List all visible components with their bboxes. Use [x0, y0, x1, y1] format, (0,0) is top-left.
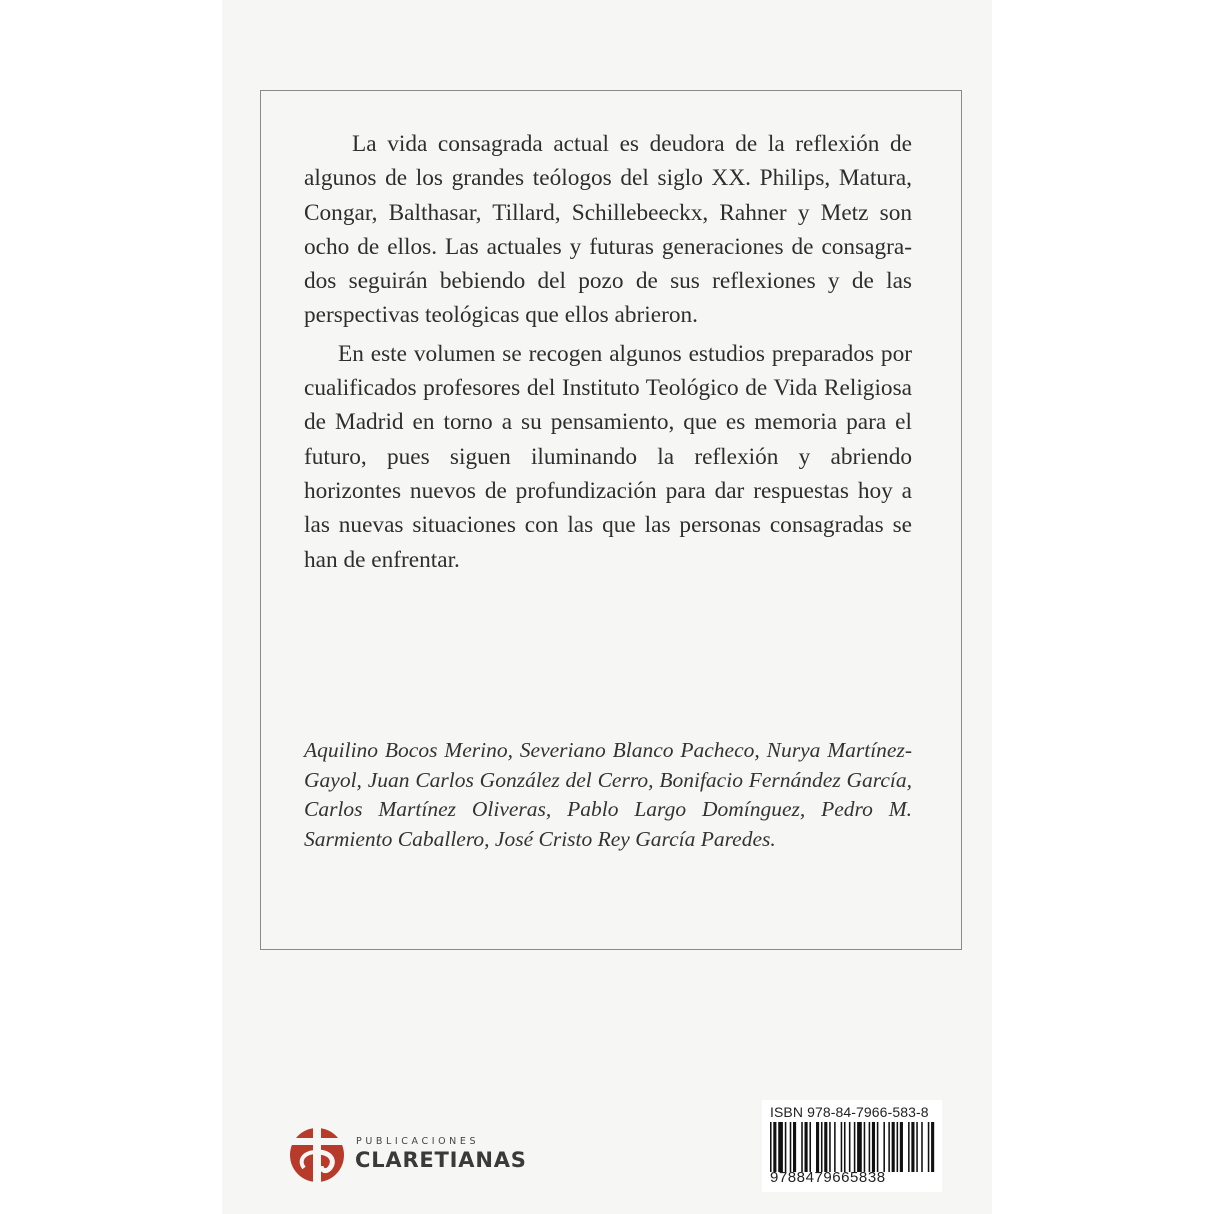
barcode-bar: [908, 1122, 910, 1172]
barcode-bar: [864, 1122, 866, 1172]
barcode-bar: [931, 1122, 934, 1172]
synopsis: [304, 127, 912, 577]
barcode-bar: [892, 1122, 895, 1172]
barcode-bar: [785, 1122, 787, 1172]
barcode-bar: [921, 1122, 923, 1172]
barcode-bar: [849, 1122, 851, 1172]
barcode-bar: [816, 1122, 819, 1172]
barcode-bar: [793, 1122, 796, 1172]
barcode-bar: [770, 1122, 772, 1172]
synopsis-paragraph-1: La vida consagrada actual es deudora de la reflexión de algunos de los grandes teólogos del siglo XX. Philips, Matura, Congar, Balthasar, Tillard, Schillebeeckx, Rahner y Metz son ocho de ellos. Las actuales y futuras generaciones de consagrados seguirán bebiendo del pozo de sus reflexiones y de las perspectivas teológicas que ellos abrieron.: [304, 131, 912, 329]
barcode-bar: [829, 1122, 831, 1172]
barcode-bar: [869, 1122, 871, 1172]
barcode-bar: [834, 1122, 836, 1172]
barcode-bar: [911, 1122, 914, 1172]
synopsis-paragraph-2: En este volumen se recogen algunos estudios preparados por cualificados profesores del Instituto Teológico de Vida Religiosa de Madrid en torno a su pensamiento, que es memoria para el futuro, pues siguen iluminando la reflexión y abriendo horizontes nuevos de profundización para dar respuestas hoy a las nuevas situaciones con las que las personas consagradas se han de enfrentar.: [304, 340, 912, 573]
barcode-bar: [778, 1122, 783, 1172]
barcode-bar: [821, 1122, 823, 1172]
authors-list: Aquilino Bocos Merino, Severiano Blanco Pacheco, Nurya Martínez-Gayol, Juan Carlos González del Cerro, Bonifacio Fernández García, Carlos Martínez Oliveras, Pablo Largo Domínguez, Pedro M. Sarmiento Caballero, José Cristo Rey García Paredes.: [304, 738, 912, 851]
barcode-bar: [773, 1122, 776, 1172]
barcode-bar: [809, 1122, 811, 1172]
barcode-digits: 9788479665838: [770, 1169, 886, 1186]
barcode-bar: [854, 1122, 856, 1172]
barcode-bar: [900, 1122, 903, 1172]
barcode-bar: [805, 1122, 808, 1172]
barcode-bar: [801, 1122, 803, 1172]
barcode-bar: [928, 1122, 930, 1172]
barcode-bar: [888, 1122, 890, 1172]
barcode-bar: [790, 1122, 792, 1172]
barcode-bar: [841, 1122, 843, 1172]
barcode-bar: [824, 1122, 827, 1172]
publisher-line-1: PUBLICACIONES: [356, 1136, 480, 1147]
publisher-name: CLARETIANAS: [355, 1148, 527, 1172]
barcode-bar: [877, 1122, 879, 1172]
barcode-bar: [857, 1122, 862, 1172]
barcode-bar: [883, 1122, 885, 1172]
barcode-bar: [897, 1122, 899, 1172]
barcode-bar: [844, 1122, 846, 1172]
barcode-bar: [916, 1122, 918, 1172]
barcode-bar: [872, 1122, 875, 1172]
claretianas-cross-logo-icon: [286, 1122, 348, 1184]
isbn-barcode: [770, 1122, 936, 1172]
isbn-label: ISBN 978-84-7966-583-8: [770, 1104, 929, 1120]
